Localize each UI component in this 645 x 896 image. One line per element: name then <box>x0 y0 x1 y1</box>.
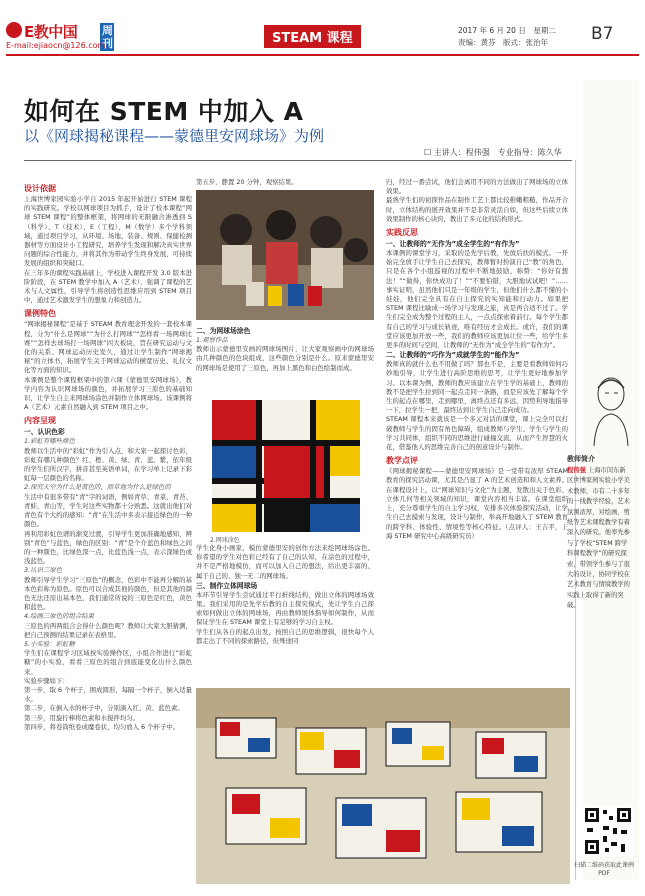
paragraph: 第二步，在倒入水的杯子中，分别滴入红、黄、蓝色素。 <box>24 704 184 713</box>
column-2-bottom <box>196 544 374 684</box>
masthead-divider <box>6 54 639 56</box>
paragraph: 学生化身小画家，模仿蒙德里安的创作方法来绘网球场涂色。你希望的学生对色彩已经有了自己的认知，在涂色的过程中，并不是严格地模仿，而可以加入自己的想法，给出更丰富的、属于自己的、独一无二的网球场。 <box>196 544 374 580</box>
portrait-sketch <box>586 370 636 446</box>
sidebar-bio <box>567 466 631 612</box>
logo-main: E教中国 <box>24 23 78 41</box>
editors: 责编：黄芬 版式：张治年 <box>458 38 548 47</box>
paragraph: 教师真的就什么也不用做了吗？那也不是，主要是看教师如何巧妙地引导，让学生进行高阶思维的思考，让学生更好地参加学习。以本课为例，教师的教应该建立在学生学的基础上，教师的教不是把学生拉到同一起点走同一条路，而是应该先了解每个学生的起点在哪里，走到哪里，离终点还有多远，因势利导地指导一下，拉学生一把，最终达到让学生自己走向成功。 <box>386 360 568 415</box>
qr-code[interactable] <box>583 806 633 856</box>
paragraph: 教师以生活中的“彩虹”作为引入点，和大家一起探讨色彩，彩虹有哪几种颜色？红、橙、黄、绿、青、蓝、紫，依年级的学生们所汉字，拼音甚至英语单词，在学习单上记录下彩虹每一层颜色的名称。 <box>24 446 192 483</box>
logo-sub: 周刊 <box>102 24 113 50</box>
sidebar-title: 教师简介 <box>567 455 595 463</box>
column-tag: STEAM 课程 <box>264 25 361 48</box>
teacher-name: 程伟强 <box>567 467 586 474</box>
masthead <box>6 22 639 54</box>
paragraph: 教师出示蒙德里安画的网球场图片，让大家观察画中的网球场由几种颜色的色块组成，这些颜色分别是什么。原来蒙德里安的网球场是使用了三原色，再加上黑色和白色绘制而成。 <box>196 345 374 372</box>
subheading: 一、认识色彩 <box>24 428 65 437</box>
court-models-photo <box>196 688 570 884</box>
paragraph: STEAM 课程本来就该是一个多元对话的课堂，课上完全可以打破教师与学生的固有角色障碍，组成教师与学生、学生与学生的学习共同体，组织不同的思维进行碰撞交流，从而产生智慧的火花，借鉴他人的思维完善自己的创意设计与制作。 <box>386 415 568 452</box>
byline: ☐ 主讲人：程伟强 专业指导：陈久华 <box>424 148 562 157</box>
sub-subheading: 2.探究天空为什么是蓝色的，而草地为什么是绿色的 <box>24 483 171 492</box>
paragraph: “网球揭秘课程”是基于 STEAM 教育理念开发的一套校本课程，分为“什么是网球”“为什么打网球”“怎样看一场网球比赛”“怎样去球场打一场网球”四大板块，旨在研究运动与文化的关系、网球运动历史发久，通过让学生制作“网球揭秘”的立体书，拓展学生关于网球运动的横宽历史、礼仪文化等方面的知识。 <box>24 320 192 375</box>
issue-date: 2017 年 6 月 20 日 星期二 <box>458 26 556 35</box>
students-photo <box>196 190 374 320</box>
subheading: 一、让教师的“无作为”成全学生的“有作为” <box>386 240 520 249</box>
sub-subheading: 1.彩虹有哪些颜色 <box>24 437 75 446</box>
paragraph: 第一步，取 6 个杯子，围成圆形，每隔一个杯子，倒入适量水。 <box>24 685 192 704</box>
qr-caption: 扫描二维码获取此课例 PDF <box>573 862 634 877</box>
paragraph: 三原色的两两组合会得什么颜色呢？教师让大家大胆猜测，把自己预测的结果记录在表格里。 <box>24 621 192 639</box>
article-title: 如何在 STEM 中加入 A <box>24 97 304 126</box>
court-models-graphic <box>196 688 570 884</box>
column-2-mid <box>196 326 374 394</box>
sub-subheading: 4.绘画三原色的组合结果 <box>24 612 95 621</box>
column-1 <box>24 180 192 892</box>
mondrian-graphic <box>212 400 360 532</box>
logo-icon <box>6 22 22 38</box>
paragraph: 实验步骤如下： <box>24 676 69 685</box>
subheading: 二、为网球场涂色 <box>196 327 251 335</box>
paragraph: 《网球揭秘课程——蒙德里安网球场》是一堂带有浓厚 STEAM 教育的探究活动课，尤其是凸显了 A 的艺术创造和和人文素养。在课程设计上，以“网球知识与文化”为主题，发散出关于色彩、立体几何等相关领域的知识，课堂内容相当丰富。在课堂组织上，充分尊重学生的自主学习权，安排多次体验探究活动，让学生自己去摸索与发现，设计与制作，举高开地融入了 STEM 教育的跨学科、体验性、情境性等核心特征。（点评人：王吉平，上海 STEM 研究中心高级研究员） <box>386 467 568 540</box>
section-title: 实践反思 <box>386 228 418 238</box>
headline-rule <box>24 160 572 161</box>
section-title: 内容呈现 <box>24 416 56 426</box>
subheading: 三、制作立体网球场 <box>196 581 258 590</box>
section-title: 课例特色 <box>24 309 56 319</box>
sub-subheading: 3.认识三原色 <box>24 566 63 575</box>
paragraph: 最熟学生们的初探作品在制作工艺上都比较稚嫩粗糙，作品开合时，立体结构的展开效果并不是非常灵活自如，但这些后续立体效果制作的核心诀窍，教出了多元化的结构形式。 <box>386 196 568 223</box>
teacher-portrait <box>586 370 636 446</box>
paragraph: 学生们在课程学习区域按实验操作区，小组合作进行“彩虹糖”的小实验，看看三原色的组合到底能变化出什么颜色来。 <box>24 649 192 676</box>
paragraph: 再利用彩虹色谱的渐变过渡，引导学生更加准确地感知，辨别“青色”与蓝色，绿色的区别：“青”是个介蓝色和绿色之间的一种颜色，比绿色深一点，比蓝色浅一点，表示深绿色或浅蓝色。 <box>24 529 192 566</box>
article-subtitle: 以《网球揭秘课程——蒙德里安网球场》为例 <box>24 127 325 145</box>
paragraph: 归，经过一番尝试，他们会离用不同的方法做出了网球场的立体效果。 <box>386 178 568 196</box>
section-title: 设计依据 <box>24 184 56 193</box>
mondrian-painting <box>212 400 360 532</box>
column-3 <box>386 178 568 638</box>
sub-subheading: 1.观察作品 <box>196 336 228 344</box>
column-2-top <box>196 178 374 188</box>
page-number: B7 <box>591 24 614 44</box>
sub-subheading: 5.小实验：彩虹糖 <box>24 639 75 648</box>
paragraph: 本课例是整个课程框架中的第六课《蒙德里安网球场》，教学内容为认识网球场的颜色，并拓展学习三原色的基础知识，让学生自主来网球场涂色并制作立体网球场。该课例将 A（艺术）元素自然融入到 STEM 项目之中。 <box>24 375 192 412</box>
paragraph: 第五步，静置 20 分钟，观察结果。 <box>196 178 298 186</box>
email: E-mail:ejiaocn@126.com <box>6 41 106 50</box>
subheading: 二、让教师的“巧作为”成就学生的“能作为” <box>386 351 520 360</box>
paragraph: 第三步，用旋拧棒将色素和水搅拌均匀。 <box>24 713 140 722</box>
photo-caption: 2.网球涂色 <box>210 537 240 544</box>
paragraph: 学生们从各自的起点出发，按照自己的思维逻辑，很快每个人都走出了不同的探索路径，但殊途同 <box>196 627 374 645</box>
paragraph: 本课例的课堂学习，采取的是先学后教，先放后扶的模式。一开始完全放手让学生自己去探究，教师暂时扮演自己“教”的角色，只是在各个小组巡视的过程中不断地鼓励、称赞：“你好有想法！”“做得，你快成功了！”“不要怕错，大胆地试试吧！”……事实证明，虽然他们只是一年级的学生，但他们什么都不懂的小娃娃，他们完全具有在自主探究的实知能和行动力。如果把 STEM 课程比喻成一场学习与发现之旅，真是再合适不过了。学生们完全成为整个过程的主人，一点点探索着前行。每个学生都有自己的学习与成长轨迹，唯有经历才会成长。或许，我们的课堂应该更加开放一些，我们的教师应该更加让位一些，给学生多更多的时间与空间，让教师的“无作为”成全学生的“有作为”。 <box>386 249 568 350</box>
paragraph: 本环节引导学生尝试通过平行折线结构，做出立体的网球场效果。我们采用的是先学后教的自主探究模式，先让学生自己探索如何做出立体的网球场，再由教师展体指导如何制作，从而保证学生在 STEAM 课堂上有足够的学习自主权。 <box>196 590 374 627</box>
paragraph: 上海世博家园实验小学自 2015 年起开始进行 STEM 课程的实践研究。学校以网球项目为抓手，设计了校本课程“网球 STEM 课程”的整体框架，将网球的无限融合渗透到 S（科学）、T（技术）、E（工程）、M（数学）多个学科领域，通过项目学习，从环境、场地、装备、规则、保健检测器材等方面设计小工程研究，培养学生发现和解决真实世界问题的综合性能力，并将其作为带动学生终身发展、可持续发展的组织和突破口。 <box>24 195 192 268</box>
section-title: 教学点评 <box>386 456 418 466</box>
paragraph: 教师引导学生学习“三原色”的概念，色彩中不能再分解的基本色彩称为原色。原色可以合成其他的颜色，但是其他的颜色无法还原出基本色，我们通常所说的三原色是红色，黄色和蓝色。 <box>24 575 192 612</box>
qr-code-icon <box>583 806 633 856</box>
paragraph: 第四步，将卷筒纸卷成魔卷状，均匀放入 6 个杯子中。 <box>24 722 180 731</box>
paragraph: 在三年多的课程实践基础上，学校进入课程开发 3.0 版本进阶阶段，在 STEM 教学中加入 A（艺术），强调了课程的艺术与人文属性，引导学生将创造性思维应用到 STEM 项目中，通过艺术激发学生的想象力和创造力。 <box>24 268 192 305</box>
students-photo-graphic <box>196 190 374 320</box>
teacher-bio: 上海市闵东新区世博家园实验小学美术教师，市有二十多年的一线教学经验，艺术氛围浓厚，对绘画、剪纸等艺术课程教学有着深入的研究。他率先参与了学校“STEM 跨学科课程教学”的研究探索，带领学生参与了很大的设计，协同学校在艺术教育与情境教学的实践上取得了新的突破。 <box>567 467 630 610</box>
paragraph: 生活中有很多带有“青”字的词语，例如青草、青菜、青苔、青蛙、青山等，学生对这些实物都十分熟悉。这就出他们对青色有个大约的感知：“青”在生活中多表示接近绿色的一种颜色。 <box>24 492 192 529</box>
